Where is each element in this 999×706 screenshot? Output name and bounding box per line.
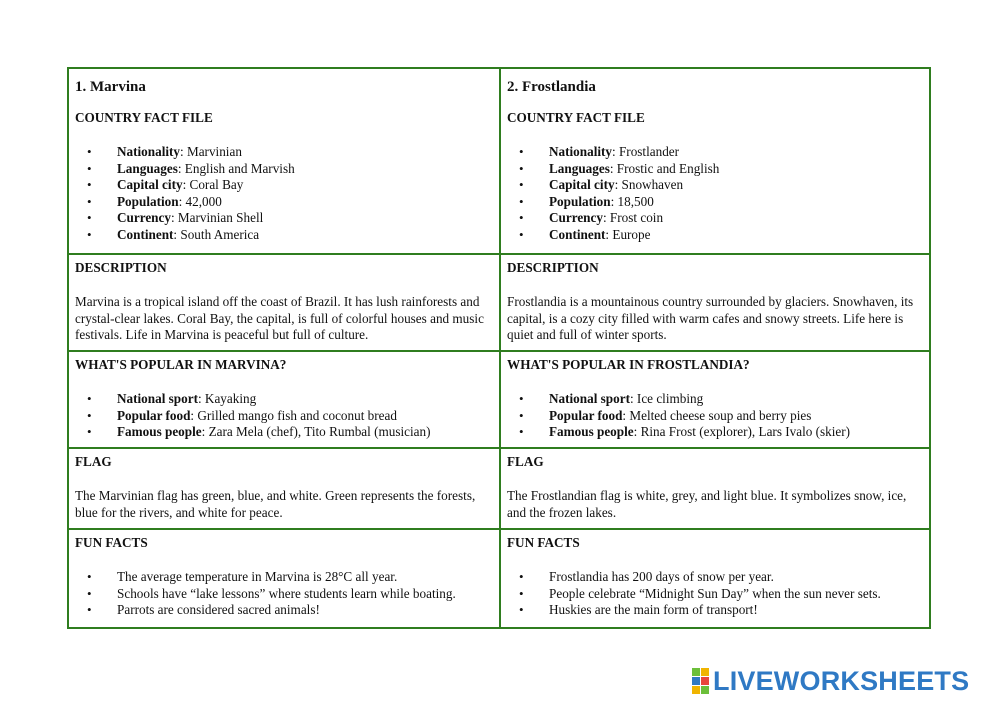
fun-fact-item: • Parrots are considered sacred animals! (75, 602, 493, 619)
fact-value: : Frostic and English (609, 160, 720, 176)
fact-item (507, 144, 923, 161)
popular-item (75, 424, 493, 441)
popular-heading: WHAT'S POPULAR IN FROSTLANDIA? (507, 357, 750, 372)
liveworksheets-logo (692, 664, 969, 698)
popular-value: : Zara Mela (chef), Tito Rumbal (musician) (201, 424, 431, 440)
popular-label: Popular food (549, 407, 623, 423)
popular-label: National sport (117, 391, 198, 406)
popular-label: Famous people (117, 424, 202, 440)
fact-value: : 18,500 (610, 193, 654, 209)
description-text: Frostlandia is a mountainous country surrounded by glaciers. Snowhaven, its capital, is a cozy city filled with warm cafes and snowy streets. Life here is quiet and full of winter sports. (507, 294, 914, 343)
marvina-flag-cell (69, 449, 501, 530)
popular-label: Famous people (549, 424, 634, 440)
fact-label: Nationality (117, 144, 181, 159)
fact-value: : 42,000 (178, 193, 222, 209)
popular-value: : Rina Frost (explorer), Lars Ivalo (skier) (633, 424, 851, 440)
fact-value: : Marvinian Shell (170, 210, 264, 226)
description-heading: DESCRIPTION (75, 260, 167, 275)
fact-label: Population (117, 193, 179, 209)
fact-label: Continent (117, 226, 174, 242)
frostlandia-fact-file-cell (501, 69, 929, 255)
fact-item (75, 227, 493, 244)
popular-item (75, 408, 493, 425)
fact-label: Continent (549, 226, 606, 242)
popular-value: : Kayaking (197, 391, 257, 406)
fact-value: : South America (173, 226, 260, 242)
fact-item (507, 210, 923, 227)
fact-value: : Frostlander (612, 144, 680, 159)
marvina-popular-cell (69, 352, 501, 449)
fun-fact-item: • Frostlandia has 200 days of snow per year. (507, 569, 923, 586)
fact-value: : Coral Bay (182, 177, 244, 193)
liveworksheets-logo-text: LIVEWORKSHEETS (713, 665, 970, 696)
popular-label: National sport (549, 391, 630, 406)
fact-file-heading: COUNTRY FACT FILE (507, 110, 645, 125)
fun-facts-list (75, 569, 493, 619)
country-comparison-table (67, 67, 931, 629)
popular-item (507, 424, 923, 441)
popular-item (75, 391, 493, 408)
flag-heading: FLAG (75, 454, 112, 469)
fact-item (507, 227, 923, 244)
fact-label: Capital city (117, 177, 183, 193)
fact-item (507, 161, 923, 178)
fact-value: : English and Marvish (177, 160, 295, 176)
fun-fact-item: • Huskies are the main form of transport! (507, 602, 923, 619)
flag-heading: FLAG (507, 454, 544, 469)
fact-label: Languages (117, 160, 178, 176)
fact-item (75, 161, 493, 178)
country-title: 1. Marvina (75, 79, 146, 95)
frostlandia-popular-cell (501, 352, 929, 449)
frostlandia-fun-facts-cell (501, 530, 929, 627)
fun-facts-heading: FUN FACTS (75, 535, 148, 550)
fact-label: Currency (549, 210, 603, 226)
fact-item (75, 210, 493, 227)
fact-label: Nationality (549, 144, 613, 159)
fact-item (75, 194, 493, 211)
fact-list (75, 144, 493, 244)
popular-label: Popular food (117, 407, 191, 423)
country-title: 2. Frostlandia (507, 79, 596, 95)
flag-text: The Frostlandian flag is white, grey, and light blue. It symbolizes snow, ice, and the frozen lakes. (507, 488, 907, 520)
popular-value: : Ice climbing (629, 391, 704, 406)
frostlandia-description-cell (501, 255, 929, 352)
description-heading: DESCRIPTION (507, 260, 599, 275)
marvina-description-cell (69, 255, 501, 352)
fact-value: : Marvinian (180, 144, 242, 159)
fun-fact-item: • The average temperature in Marvina is 28°C all year. (75, 569, 493, 586)
description-text: Marvina is a tropical island off the coast of Brazil. It has lush rainforests and crystal-clear lakes. Coral Bay, the capital, is full of colorful houses and music festivals. Life in Marvina is peaceful but full of culture. (75, 294, 484, 343)
fun-fact-item: • Schools have “lake lessons” where students learn while boating. (75, 586, 493, 603)
fact-label: Languages (549, 160, 610, 176)
flag-text: The Marvinian flag has green, blue, and white. Green represents the forests, blue for the rivers, and white for peace. (75, 488, 476, 520)
popular-item (507, 391, 923, 408)
fact-list (507, 144, 923, 244)
fact-value: : Europe (605, 226, 651, 242)
fact-item (75, 144, 493, 161)
fact-item (75, 177, 493, 194)
fact-item (507, 194, 923, 211)
fact-value: : Frost coin (602, 210, 664, 226)
fact-label: Capital city (549, 177, 615, 193)
marvina-fun-facts-cell (69, 530, 501, 627)
liveworksheets-logo-mark-icon (692, 668, 709, 694)
fun-facts-list (507, 569, 923, 619)
fact-label: Currency (117, 210, 171, 226)
fact-file-heading: COUNTRY FACT FILE (75, 110, 213, 125)
popular-list (75, 391, 493, 441)
frostlandia-flag-cell (501, 449, 929, 530)
popular-value: : Grilled mango fish and coconut bread (190, 407, 397, 423)
marvina-fact-file-cell (69, 69, 501, 255)
fun-fact-item: • People celebrate “Midnight Sun Day” when the sun never sets. (507, 586, 923, 603)
popular-item (507, 408, 923, 425)
popular-value: : Melted cheese soup and berry pies (622, 407, 812, 423)
fun-facts-heading: FUN FACTS (507, 535, 580, 550)
fact-label: Population (549, 193, 611, 209)
popular-list (507, 391, 923, 441)
fact-item (507, 177, 923, 194)
popular-heading: WHAT'S POPULAR IN MARVINA? (75, 357, 287, 372)
fact-value: : Snowhaven (614, 177, 684, 193)
